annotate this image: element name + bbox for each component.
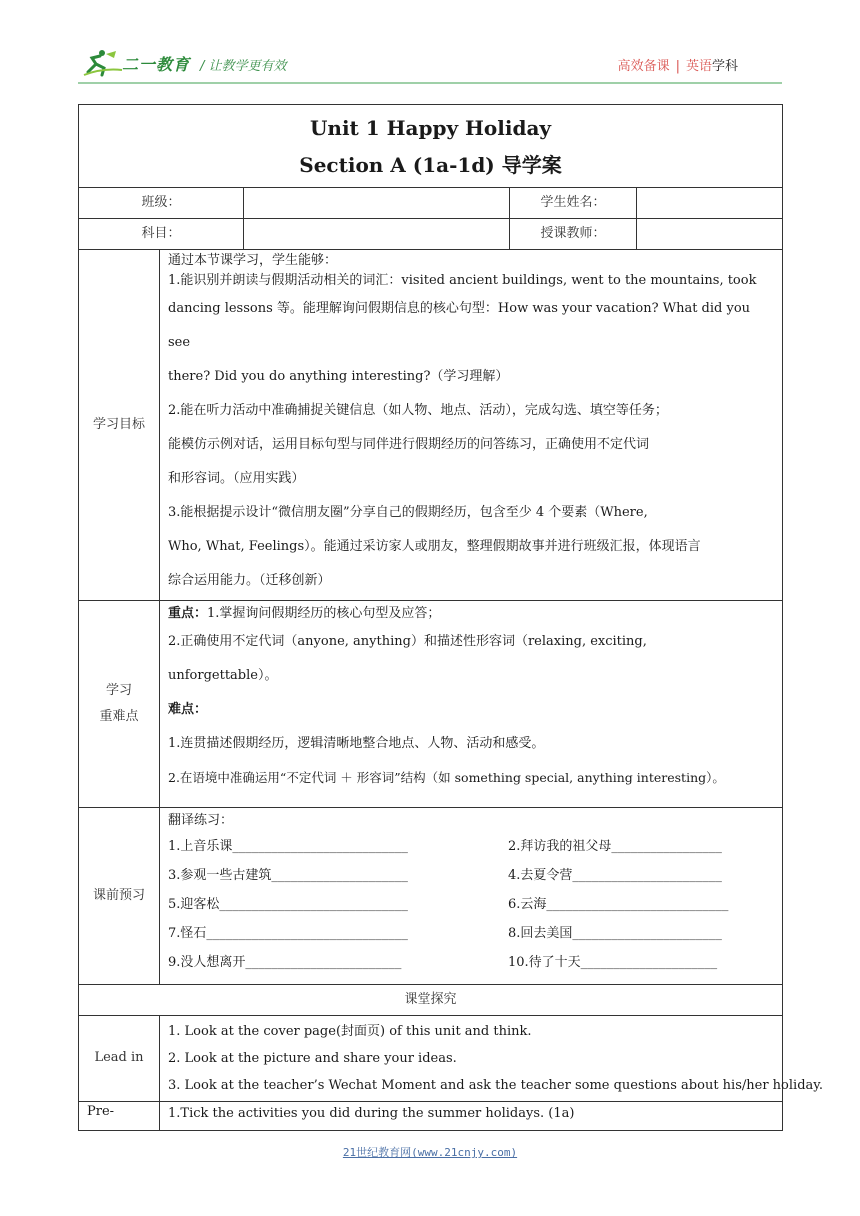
preview-item[interactable]: 3.参观一些古建筑_____________________ — [168, 868, 408, 883]
teacher-label: 授课教师： — [510, 219, 637, 250]
preview-grid — [168, 832, 774, 977]
page-header — [0, 0, 860, 100]
key-point-2b: unforgettable）。 — [168, 668, 278, 683]
difficulty-2: 2.在语境中准确运用“不定代词 ＋ 形容词”结构（如 something special, anything interesting）。 — [168, 770, 725, 785]
preview-item[interactable]: 6.云海____________________________ — [508, 897, 729, 912]
header-slogan: / 让教学更有效 — [200, 59, 287, 74]
student-name-field[interactable] — [637, 188, 783, 219]
class-field[interactable] — [244, 188, 510, 219]
objectives-label: 学习目标 — [79, 250, 160, 601]
logo-text: 二一教育 — [122, 55, 191, 74]
preview-item[interactable]: 7.怪石_______________________________ — [168, 926, 408, 941]
objectives-line: 1.能识别并朗读与假期活动相关的词汇：visited ancient buildings, went to the mountains, took — [168, 273, 757, 288]
footer-link[interactable]: 21世纪教育网(www.21cnjy.com) — [342, 1146, 518, 1159]
title-cell — [79, 105, 783, 188]
key-points-label-line1: 学习 — [105, 682, 132, 698]
preview-item[interactable]: 1.上音乐课___________________________ — [168, 839, 408, 854]
preview-heading: 翻译练习： — [168, 813, 234, 828]
difficulty-1: 1.连贯描述假期经历，逻辑清晰地整合地点、人物、活动和感受。 — [168, 736, 545, 751]
preview-item[interactable]: 9.没人想离开________________________ — [168, 955, 402, 970]
header-label-subject: 英语 — [685, 59, 712, 74]
unit-title: Unit 1 Happy Holiday — [309, 116, 552, 140]
preview-item[interactable]: 8.回去美国_______________________ — [508, 926, 722, 941]
key-points-label-line2: 重难点 — [99, 709, 139, 724]
page-footer[interactable] — [0, 1144, 860, 1160]
lead-in-label: Lead in — [79, 1016, 160, 1102]
class-label: 班级： — [79, 188, 244, 219]
preview-item[interactable]: 5.迎客松_____________________________ — [168, 897, 408, 912]
study-guide-table — [78, 104, 824, 1131]
header-separator: | — [675, 59, 680, 74]
classroom-exploration-heading: 课堂探究 — [79, 985, 783, 1016]
preview-item[interactable]: 4.去夏令营_______________________ — [508, 868, 722, 883]
preview-item[interactable]: 10.待了十天_____________________ — [508, 955, 718, 970]
objectives-line: 综合运用能力。（迁移创新） — [168, 573, 331, 588]
teacher-field[interactable] — [637, 219, 783, 250]
key-point-1: 1.掌握询问假期经历的核心句型及应答； — [207, 606, 441, 621]
preview-item[interactable]: 2.拜访我的祖父母_________________ — [508, 839, 722, 854]
objectives-line: 通过本节课学习，学生能够： — [168, 253, 338, 268]
header-label-prep: 高效备课 — [617, 59, 670, 74]
objectives-line: Who, What, Feelings）。能通过采访家人或朋友，整理假期故事并进行班级汇报，体现语言 — [168, 539, 701, 554]
objectives-line: 2.能在听力活动中准确捕捉关键信息（如人物、地点、活动），完成勾选、填空等任务； — [168, 403, 668, 418]
key-points-label — [79, 601, 160, 808]
pre-content: 1.Tick the activities you did during the summer holidays. (1a) — [160, 1102, 783, 1131]
objectives-line: 能模仿示例对话，运用目标句型与同伴进行假期经历的问答练习，正确使用不定代词 — [168, 437, 650, 452]
subject-field[interactable] — [244, 219, 510, 250]
objectives-content — [160, 250, 783, 601]
objectives-line: there? Did you do anything interesting?（学习理解） — [168, 369, 509, 384]
lead-in-line: 3. Look at the teacher’s Wechat Moment and ask the teacher some questions about his/her holiday. — [168, 1078, 824, 1093]
lead-in-line: 1. Look at the cover page(封面页) of this unit and think. — [168, 1024, 532, 1039]
header-label-subject-suffix: 学科 — [711, 59, 738, 74]
key-title: 重点： — [168, 606, 208, 621]
student-name-label: 学生姓名： — [510, 188, 637, 219]
header-right — [618, 55, 738, 74]
subject-label: 科目： — [79, 219, 244, 250]
header-divider — [78, 82, 782, 84]
key-points-content — [160, 601, 783, 808]
lead-in-line: 2. Look at the picture and share your ideas. — [168, 1051, 457, 1066]
section-title: Section A (1a-1d) 导学案 — [299, 153, 562, 177]
objectives-line: dancing lessons 等。能理解询问假期信息的核心句型：How was your vacation? What did you see — [168, 301, 751, 350]
objectives-line: 和形容词。（应用实践） — [168, 471, 305, 486]
difficulty-title: 难点： — [168, 702, 208, 717]
objectives-line: 3.能根据提示设计“微信朋友圈”分享自己的假期经历，包含至少 4 个要素（Where, — [168, 505, 648, 520]
preview-label: 课前预习 — [79, 808, 160, 985]
lead-in-content — [160, 1016, 824, 1102]
pre-label: Pre- — [79, 1102, 160, 1131]
preview-content — [160, 808, 783, 985]
key-point-2: 2.正确使用不定代词（anyone, anything）和描述性形容词（relaxing, exciting, — [168, 634, 647, 649]
